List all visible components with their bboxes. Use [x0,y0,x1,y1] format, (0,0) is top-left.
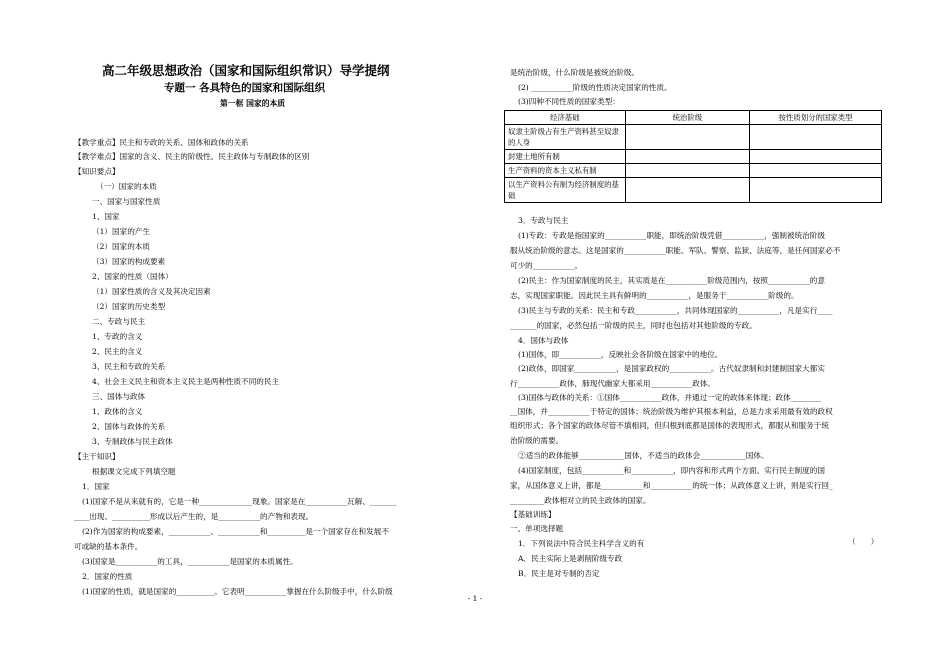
text-line: 组织形式；各个国家的政体尽管不填相同，但归根到底都是国体的表现形式，都服从和服务于统 [510,421,829,430]
text-line: A．民主实际上是剥削阶级专政 [518,554,623,563]
table-cell-blank [750,125,882,150]
text-line: （一）国家的本质 [96,182,157,191]
text-line: 是统治阶级，什么阶级是被统治阶级。 [510,68,640,77]
text-line: (2) ___________阶级的性质决定国家的性质。 [518,83,672,92]
text-line: 【教学重点】民主和专政的关系、国体和政体的关系 [74,138,249,147]
text-line: (3)国家是___________的工具，___________是国家的本质属性。 [82,557,298,566]
text-line: (4)国家制度，包括___________和___________，即内容和形式两个方面。实行民主制度的国 [518,466,825,475]
text-line: （2）国家的本质 [92,242,150,251]
text-line: 一、单项选择题 [510,524,564,533]
table-cell-blank [625,125,749,150]
section-title: 第一框 国家的本质 [220,99,286,108]
text-line: 行___________政体，肺现代幽家大都采用___________政体。 [510,379,716,388]
table-header-economic-base: 经济基础 [505,111,626,125]
text-line: (1)专政：专政是指国家的___________职能，即统治阶级凭借___________，强制被统治阶级 [518,231,825,240]
text-line: (1)国体，即___________，反映社会各阶级在国家中的地位。 [518,350,723,359]
table-cell: 奴隶主阶级占有生产资料甚至奴隶的人身 [505,125,626,150]
text-line: ②适当的政体能够____________国体，不适当的政体会____________国体。 [518,451,769,460]
text-line: 2、民主的含义 [92,347,143,356]
text-line: 家，从国体意义上讲，都是___________和___________的统一体；从政体意义上讲，则是实行回_ [510,481,833,490]
table-cell-blank [750,164,882,178]
text-line: (3)国体与政体的关系：①国体___________政体，并通过一定的政体来体现；政体________ [518,393,822,402]
text-line: 服从统治阶级的意志。这是国家的___________职能。军队、警察、监狱、法庭等，是任何国家必不 [510,246,841,255]
table-row [505,150,882,164]
text-line: 可或缺的基本条件。 [74,542,143,551]
table-cell: 封建土地所有制 [505,150,626,164]
table-cell-blank [625,164,749,178]
text-line: 1、专政的含义 [92,332,143,341]
text-line: (1)国家的性质，就是国家的__________。它表明___________掌握在什么阶级手中，什么阶级 [82,587,393,596]
text-line: B．民主是对专制的否定 [518,569,600,578]
table-cell-blank [750,150,882,164]
text-line: 3、专制政体与民主政体 [92,437,173,446]
text-line: 【知识要点】 [74,167,120,176]
table-header-ruling-class: 统治阶级 [625,111,749,125]
text-line: 1、国家 [92,212,120,221]
table-cell-blank [625,178,749,203]
text-line: (1)国家不是从来就有的，它是一种______________现象。国家是在___________瓦解、_______ [82,497,397,506]
text-line: 二、专政与民主 [92,317,146,326]
text-line: 志，实现国家职能。因此民主具有鲜明的___________，是服务于___________阶级的。 [510,291,799,300]
table-row [505,178,882,203]
text-line: 3．专政与民主 [518,216,569,225]
text-line: (2)作为国家的构成要素，___________、___________和__________是一个国家存在和发展不 [82,527,389,536]
answer-bracket: （ ） [848,537,879,546]
state-types-table [504,110,882,203]
text-line: 一、国家与国家性质 [92,197,161,206]
table-row [505,164,882,178]
text-line: 【教学难点】国家的含义、民主的阶级性、民主政体与专制政体的区别 [74,152,310,161]
table-cell-blank [750,178,882,203]
text-line: _________政体相对立的民主政体的国家。 [510,496,651,505]
text-line: 3、民主和专政的关系 [92,362,166,371]
text-line: （1）国家的产生 [92,227,150,236]
table-cell-blank [625,150,749,164]
text-line: 4．国体与政体 [518,336,569,345]
text-line: (2)民主：作为国家制度的民主，其实质是在___________阶级范围内，按照___________的意 [518,276,825,285]
text-line: (3)民主与专政的关系：民主和专政___________，共同体现国家的___________，凡是实行____ [518,306,833,315]
table-cell: 以生产资料公有制为经济制度的基础 [505,178,626,203]
text-line: 三、国体与政体 [92,392,146,401]
page-subtitle: 专题一 各具特色的国家和国际组织 [164,82,326,94]
text-line: 可少的___________。 [510,261,583,270]
text-line: 1．国家 [82,482,110,491]
text-line: 【基础训练】 [510,510,556,519]
text-line: _______的国家，必然包括一阶级的民主，同时也包括对其他阶级的专政。 [510,321,757,330]
text-line: 2、国体与政体的关系 [92,422,166,431]
text-line: （1）国家性质的含义及其决定因素 [92,287,211,296]
table-header-state-type: 按性质划分的国家类型 [750,111,882,125]
text-line: （3）国家的构成要素 [92,257,166,266]
text-line: 根据课文完成下列填空题 [92,467,176,476]
text-line: 2．国家的性质 [82,572,133,581]
text-line: (3)四种不同性质的国家类型： [518,97,620,106]
text-line: 4、社会主义民主和资本主义民主是两种性质不同的民主 [92,377,280,386]
page-title: 高二年级思想政治（国家和国际组织常识）导学提纲 [102,63,390,78]
text-line: __国体，并___________于特定的国体；统治阶级为维护其根本利益，总是力求采用最有效的政权 [510,407,833,416]
text-line: (2)政体，即国家___________，是国家政权的___________。古代奴隶制和封建制国家大都实 [518,364,825,373]
text-line: （2）国家的历史类型 [92,302,166,311]
table-cell: 生产资料的资本主义私有制 [505,164,626,178]
text-line: ____出现、__________形成以后产生的，是___________的产物和表现。 [74,512,314,521]
table-header-row [505,111,882,125]
table-row [505,125,882,150]
text-line: 【主干知识】 [74,452,120,461]
text-line: 1．下列说法中符合民主科学含义的有 [518,539,645,548]
text-line: 治阶级的需要。 [510,436,564,445]
text-line: 1、政体的含义 [92,407,143,416]
text-line: 2、国家的性质（国体） [92,272,173,281]
page-number: - 1 - [467,594,483,603]
